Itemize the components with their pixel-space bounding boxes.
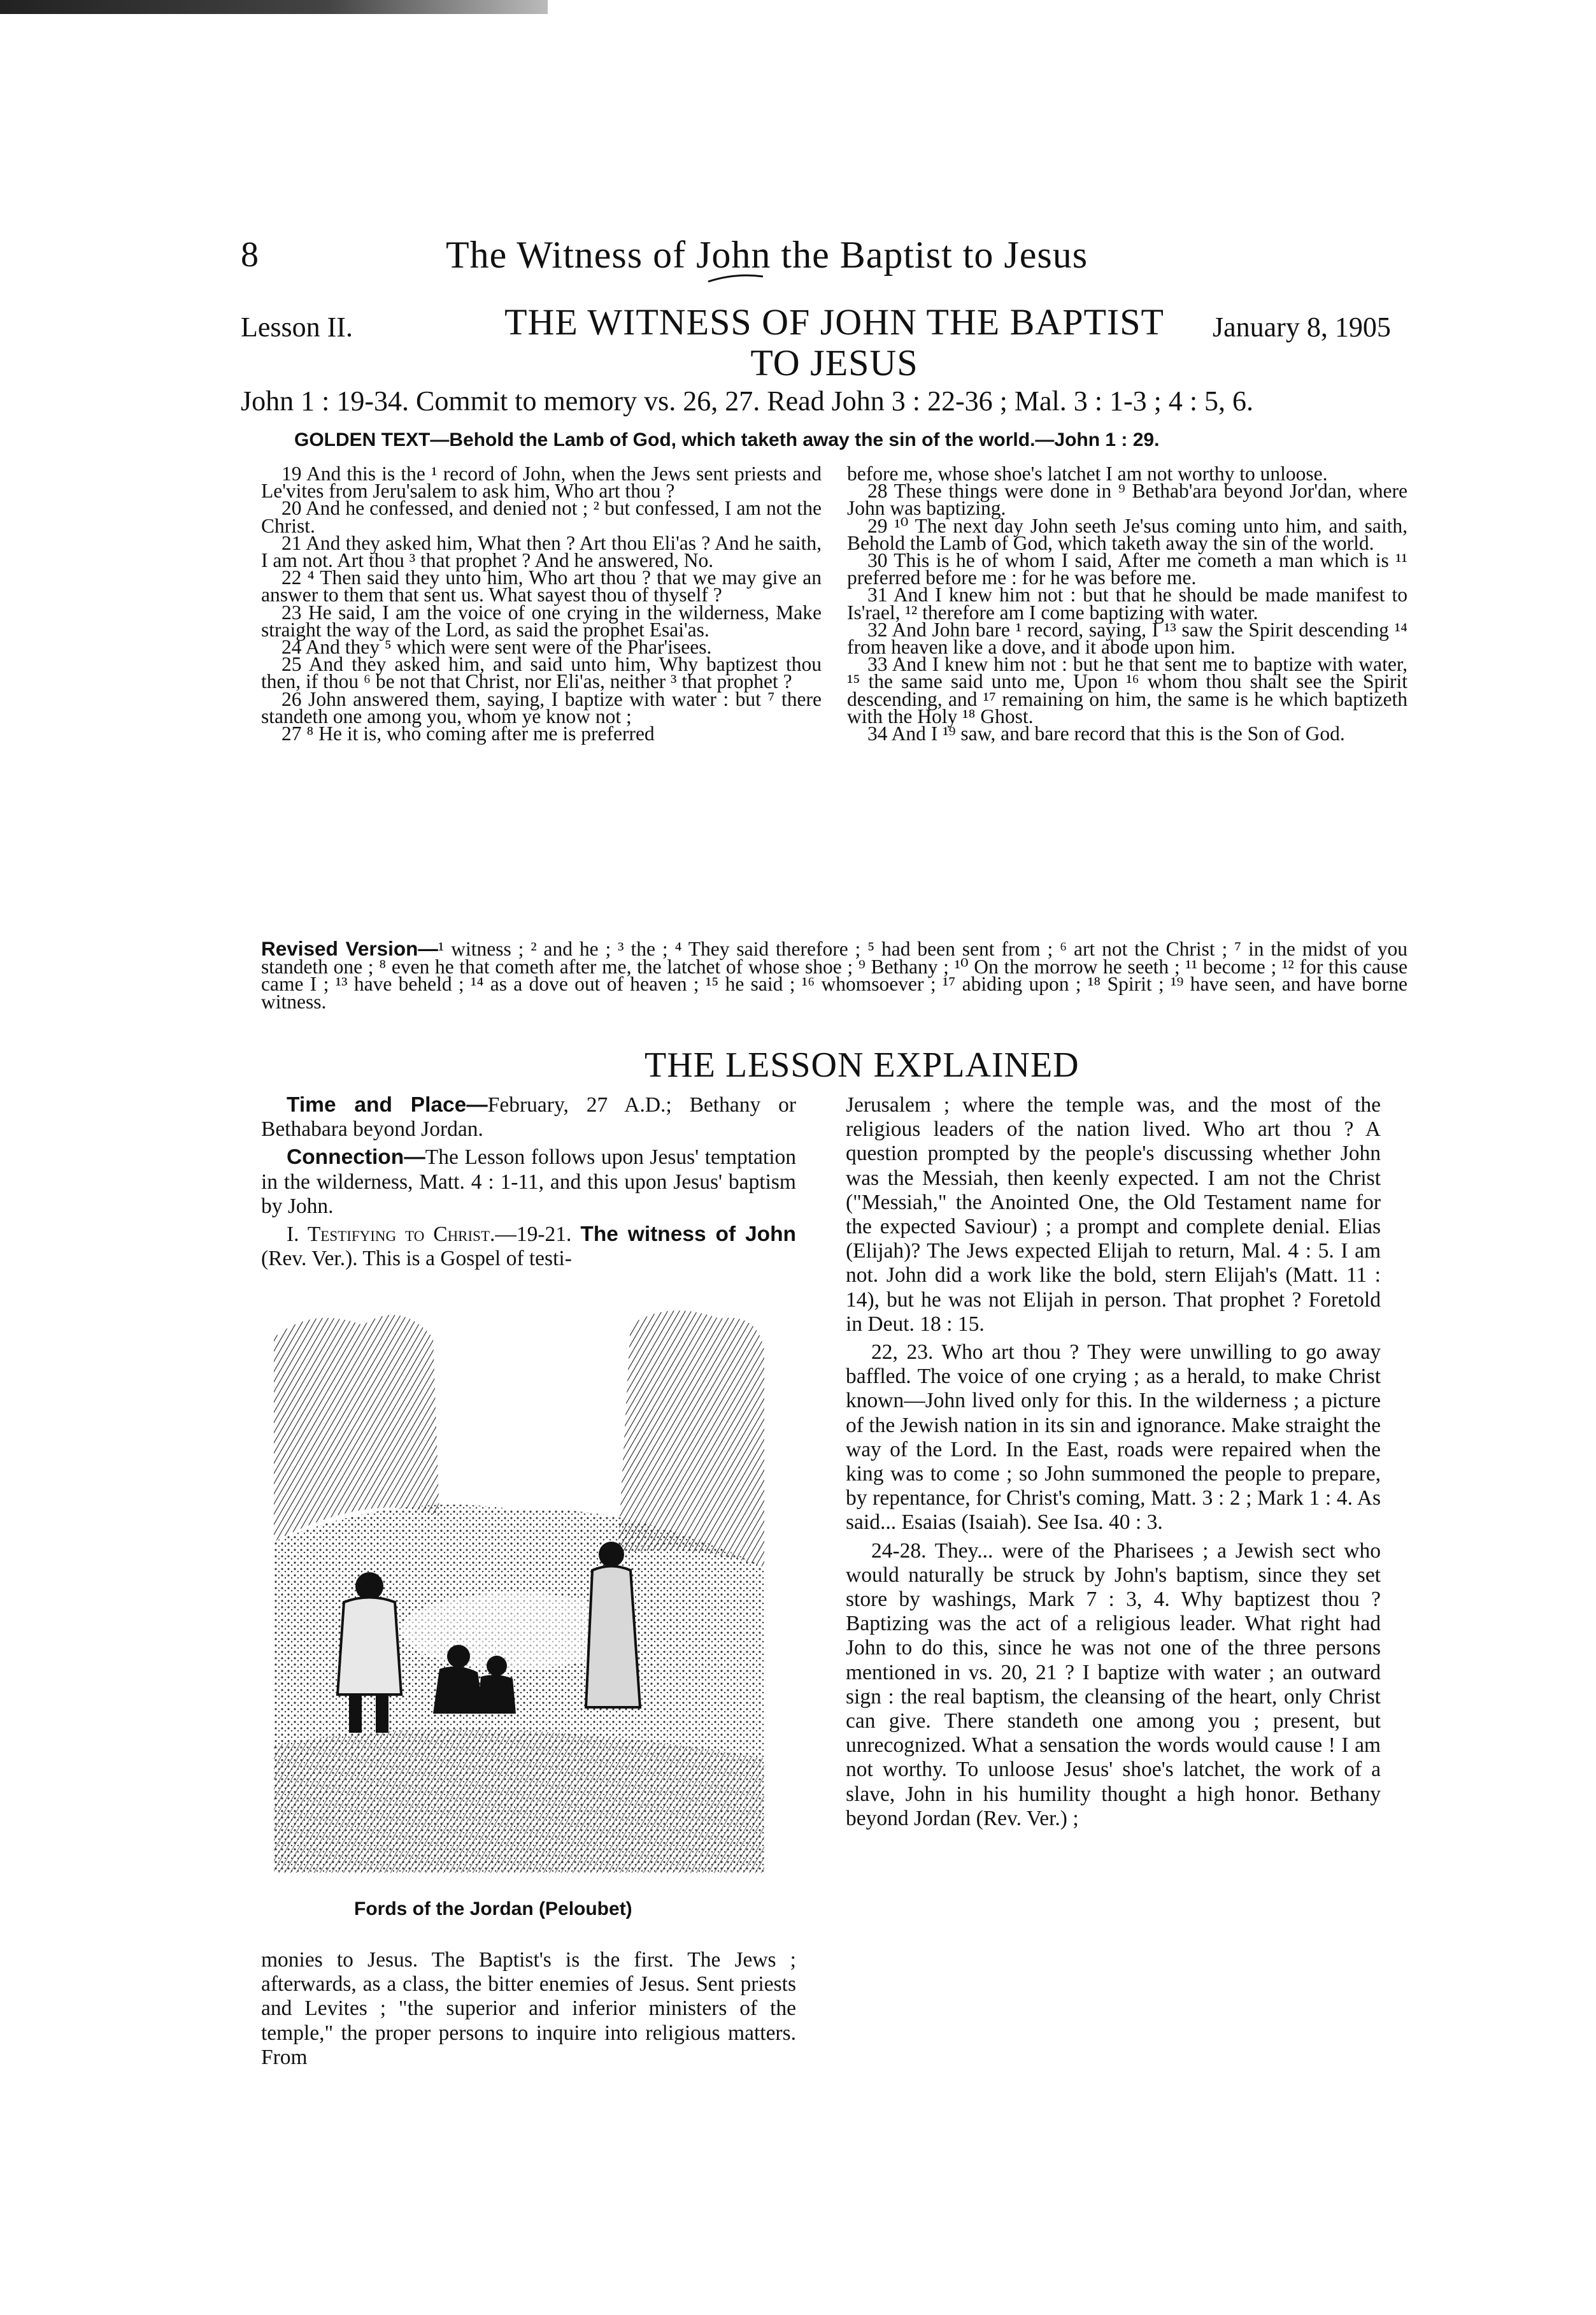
section-heading: I. Testifying to Christ.—19-21.: [287, 1222, 572, 1247]
section-text: (Rev. Ver.). This is a Gospel of testi-: [261, 1247, 572, 1271]
section-bold-phrase: The witness of John: [580, 1222, 796, 1247]
page-number: 8: [241, 235, 259, 275]
lesson-date: January 8, 1905: [1213, 312, 1391, 343]
scripture-reference: John 1 : 19-34. Commit to memory vs. 26, 27. Read John 3 : 22-36 ; Mal. 3 : 1-3 ; 4 : 5, 6.: [241, 385, 1254, 417]
verse: 23 He said, I am the voice of one crying in the wilderness, Make straight the way of the Lord, as said the prophet Esai'as.: [261, 601, 822, 641]
illustration-caption: Fords of the Jordan (Peloubet): [354, 1898, 632, 1919]
verse: before me, whose shoe's latchet I am not worthy to unloose.: [847, 462, 1328, 485]
verse: 20 And he confessed, and denied not ; ² but confessed, I am not the Christ.: [261, 497, 822, 537]
paragraph: 22, 23. Who art thou ? They were unwilling to go away baffled. The voice of one crying ; as a herald, to make Christ known—John lived only for this. In the wilderness ; a picture of the Jewish nation in its sin and ignorance. Make straight the way of the Lord. In the East, roads were repaired when the king was to come ; so John summoned the people to prepare, by repentance, for Christ's coming, Matt. 3 : 2 ; Mark 1 : 4. As said... Esaias (Isaiah). See Isa. 40 : 3.: [846, 1340, 1381, 1535]
verse: 32 And John bare ¹ record, saying, I ¹³ saw the Spirit descending ¹⁴ from heaven like a dove, and it abode upon him.: [847, 618, 1407, 659]
verse: 25 And they asked him, and said unto him, Why baptizest thou then, if thou ⁶ be not that Christ, nor Eli'as, neither ³ that prophet ?: [261, 653, 822, 693]
explanation-column-left-bottom: [261, 1948, 796, 2074]
scripture-column-right: [847, 462, 1407, 745]
verse: 19 And this is the ¹ record of John, when the Jews sent priests and Le'vites from Jeru'salem to ask him, Who art thou ?: [261, 462, 822, 503]
flourish-ornament: [707, 274, 764, 283]
scan-edge-bar: [0, 0, 548, 14]
paragraph: monies to Jesus. The Baptist's is the first. The Jews ; afterwards, as a class, the bitter enemies of Jesus. Sent priests and Levites ; "the superior and inferior ministers of the temple," the proper persons to inquire into religious matters. From: [261, 1948, 796, 2069]
verse: 34 And I ¹⁹ saw, and bare record that this is the Son of God.: [867, 722, 1345, 745]
verse: 31 And I knew him not : but that he should be made manifest to Is'rael, ¹² therefore am I come baptizing with water.: [847, 584, 1407, 624]
revised-text: ¹ witness ; ² and he ; ³ the ; ⁴ They said therefore ; ⁵ had been sent from ; ⁶ art not the Christ ; ⁷ in the midst of you standeth one ; ⁸ even he that cometh after me, the latchet of whose shoe ; ⁹ Bethany ; ¹⁰ On the morrow he seeth ; ¹¹ become ; ¹² for this cause came I ; ¹³ have beheld ; ¹⁴ as a dove out of heaven ; ¹⁵ he said ; ¹⁶ whomsoever ; ¹⁷ abiding upon ; ¹⁸ Spirit ; ¹⁹ have seen, and have borne witness.: [261, 938, 1408, 1013]
paragraph: Jerusalem ; where the temple was, and the most of the religious leaders of the nation lived. Who art thou ? A question prompted by the people's discussing whether John was the Messiah, then keenly expected. I am not the Christ ("Messiah," the Anointed One, the Old Testament name for the expected Saviour) ; a prompt and complete denial. Elias (Elijah)? The Jews expected Elijah to return, Mal. 4 : 5. I am not. John did a work like the bold, stern Elijah's (Matt. 11 : 14), but he was not Elijah in person. That prophet ? Foretold in Deut. 18 : 15.: [846, 1093, 1381, 1336]
verse: 33 And I knew him not : but he that sent me to baptize with water, ¹⁵ the same said unto me, Upon ¹⁶ whom thou shalt see the Spirit descending, and ¹⁷ remaining on him, the same is he which baptizeth with the Holy ¹⁸ Ghost.: [847, 653, 1407, 727]
verse: 29 ¹⁰ The next day John seeth Je'sus coming unto him, and saith, Behold the Lamb of God, which taketh away the sin of the world.: [847, 514, 1407, 554]
scripture-column-left: [261, 462, 822, 745]
time-place-label: Time and Place—: [287, 1093, 488, 1117]
lesson-explained-heading: THE LESSON EXPLAINED: [645, 1045, 1079, 1085]
connection-label: Connection—: [287, 1145, 425, 1170]
verse: 24 And they ⁵ which were sent were of the Phar'isees.: [281, 636, 712, 659]
lesson-label: Lesson II.: [241, 312, 353, 343]
revised-label: Revised Version—: [261, 937, 438, 960]
time-place-text: February, 27 A.D.; Bethany or Bethabara beyond Jordan.: [261, 1093, 796, 1142]
explanation-column-right: [846, 1093, 1381, 1835]
verse: 30 This is he of whom I said, After me cometh a man which is ¹¹ preferred before me : for he was before me.: [847, 549, 1407, 589]
verse: 21 And they asked him, What then ? Art thou Eli'as ? And he saith, I am not. Art thou ³ that prophet ? And he answered, No.: [261, 531, 822, 572]
verse: 26 John answered them, saying, I baptize with water : but ⁷ there standeth one among you, whom ye know not ;: [261, 687, 822, 727]
lesson-title: THE WITNESS OF JOHN THE BAPTIST TO JESUS: [504, 301, 1164, 383]
revised-version-notes: [261, 937, 1408, 1013]
verse: 28 These things were done in ⁹ Bethab'ara beyond Jor'dan, where John was baptizing.: [847, 480, 1407, 520]
paragraph: 24-28. They... were of the Pharisees ; a Jewish sect who would naturally be struck by John's baptism, since they set store by washings, Mark 7 : 3, 4. Why baptizest thou ? Baptizing was the act of a religious leader. What right had John to do this, since he was not one of the three persons mentioned in vs. 20, 21 ? I baptize with water ; an outward sign : the real baptism, the cleansing of the heart, only Christ can give. There standeth one among you ; present, but unrecognized. What a sensation the words would cause ! I am not worthy. To unloose Jesus' shoe's latchet, the work of a slave, John in his humility thought a high honor. Bethany beyond Jordan (Rev. Ver.) ;: [846, 1538, 1381, 1830]
verse: 22 ⁴ Then said they unto him, Who art thou ? that we may give an answer to them that sent us. What sayest thou of thyself ?: [261, 566, 822, 606]
fords-of-jordan-illustration: [274, 1300, 764, 1873]
running-head: The Witness of John the Baptist to Jesus: [446, 234, 1088, 276]
verse: 27 ⁸ He it is, who coming after me is preferred: [281, 722, 655, 745]
explanation-column-left-top: [261, 1093, 796, 1275]
golden-text: GOLDEN TEXT—Behold the Lamb of God, which taketh away the sin of the world.—John 1 : 29.: [294, 429, 1160, 450]
connection-text: The Lesson follows upon Jesus' temptation in the wilderness, Matt. 4 : 1-11, and this upon Jesus' baptism by John.: [261, 1145, 796, 1218]
